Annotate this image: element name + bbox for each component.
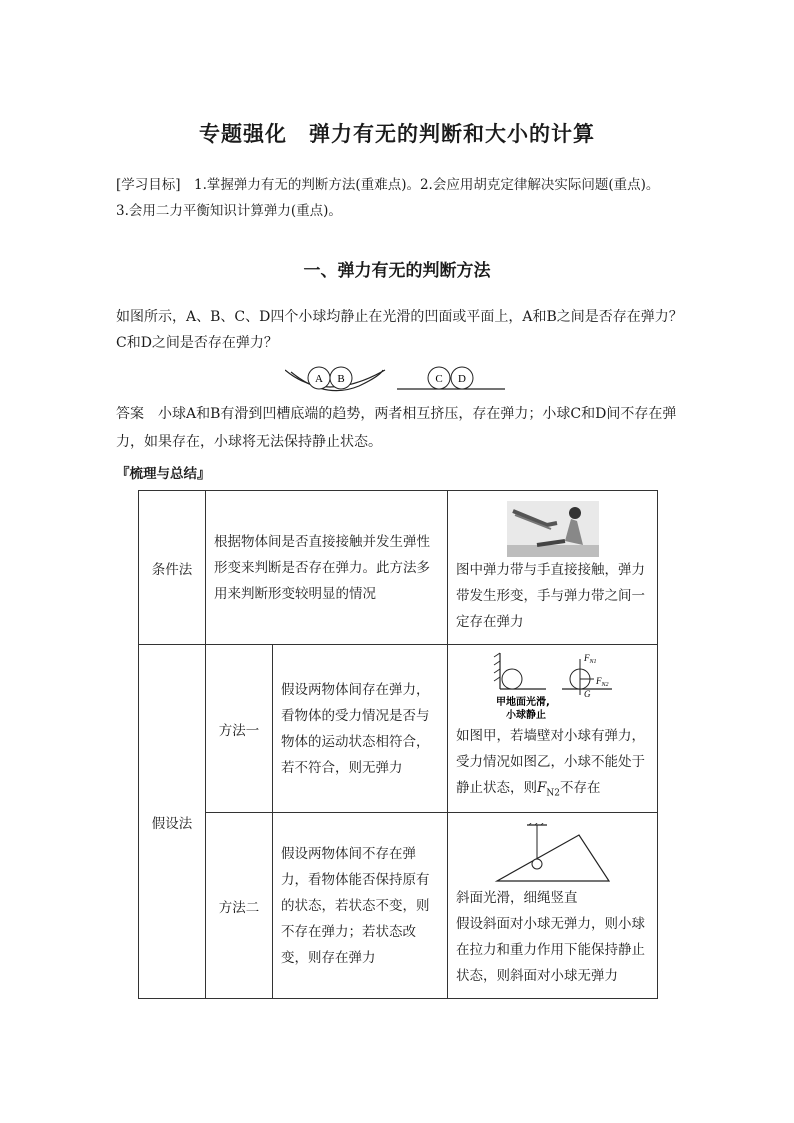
method-cell: 方法二 [206, 813, 273, 999]
objectives-label: [学习目标] [116, 177, 181, 193]
method-cell: 方法一 [206, 645, 273, 813]
table-row [139, 491, 658, 645]
ball-d-label: D [458, 373, 466, 385]
row1-example: 图中弹力带与手直接接触，弹力带发生形变，手与弹力带之间一定存在弹力 [456, 561, 645, 630]
method-cell: 条件法 [139, 491, 206, 645]
group-cell: 假设法 [139, 645, 206, 999]
ball-a-label: A [315, 373, 323, 385]
row2-description: 假设两物体间存在弹力，看物体的受力情况是否与物体的运动状态相符合，若不符合，则无弹力 [281, 681, 430, 776]
answer [116, 400, 691, 456]
section-heading: 一、弹力有无的判断方法 [303, 261, 491, 281]
example-cell [448, 491, 658, 645]
objectives-text-1: 1.掌握弹力有无的判断方法(重难点)。2.会应用胡克定律解决实际问题(重点)。 [180, 177, 660, 193]
summary-table [138, 490, 658, 999]
page-title: 专题强化 弹力有无的判断和大小的计算 [199, 122, 595, 146]
objectives-text-2: 3.会用二力平衡知识计算弹力(重点)。 [116, 203, 342, 219]
figure-caption-1: 甲地面光滑, [495, 696, 550, 708]
question-text: 如图所示，A、B、C、D四个小球均静止在光滑的凹面或平面上，A和B之间是否存在弹力？C和D之间是否存在弹力？ [116, 309, 683, 351]
answer-text: 小球A和B有滑到凹槽底端的趋势，两者相互挤压，存在弹力；小球C和D间不存在弹力，如果存在，小球将无法保持静止状态。 [116, 406, 677, 450]
answer-label: 答案 [116, 406, 144, 422]
balls-figure [285, 364, 515, 398]
ball [532, 859, 542, 869]
row3-example-2: 假设斜面对小球无弹力，则小球在拉力和重力作用下能保持静止状态，则斜面对小球无弹力 [456, 915, 645, 984]
ball-c-label: C [435, 373, 443, 385]
wall-ball-figure [488, 651, 618, 723]
example-cell [448, 645, 658, 813]
summary-heading: 『梳理与总结』 [116, 466, 211, 482]
table-row [139, 813, 658, 999]
resistance-band-photo [507, 501, 599, 557]
table-row [139, 645, 658, 813]
svg-text:FN2: $F_{N2}$ [595, 675, 609, 688]
incline-ball-figure [493, 823, 613, 885]
incline [497, 835, 609, 881]
svg-text:G: G [583, 688, 590, 699]
description-cell [273, 645, 448, 813]
row3-example-1: 斜面光滑，细绳竖直 [456, 889, 578, 906]
ball-left [502, 669, 522, 689]
example-cell [448, 813, 658, 999]
learning-objectives [116, 172, 686, 224]
description-cell [206, 491, 448, 645]
ball-b-label: B [337, 373, 345, 385]
description-cell [273, 813, 448, 999]
figure-caption-2: 小球静止 [505, 709, 546, 721]
row2-example: 如图甲，若墙壁对小球有弹力，受力情况如图乙，小球不能处于静止状态，则$F_{N2}$不存在 [456, 727, 645, 799]
svg-text:FN1: $F_{N1}$ [583, 652, 597, 665]
row3-description: 假设两物体间不存在弹力，看物体能否保持原有的状态，若状态不变，则不存在弹力；若状态改变，则存在弹力 [281, 845, 430, 966]
row1-description: 根据物体间是否直接接触并发生弹性形变来判断是否存在弹力。此方法多用来判断形变较明显的情况 [214, 533, 430, 602]
